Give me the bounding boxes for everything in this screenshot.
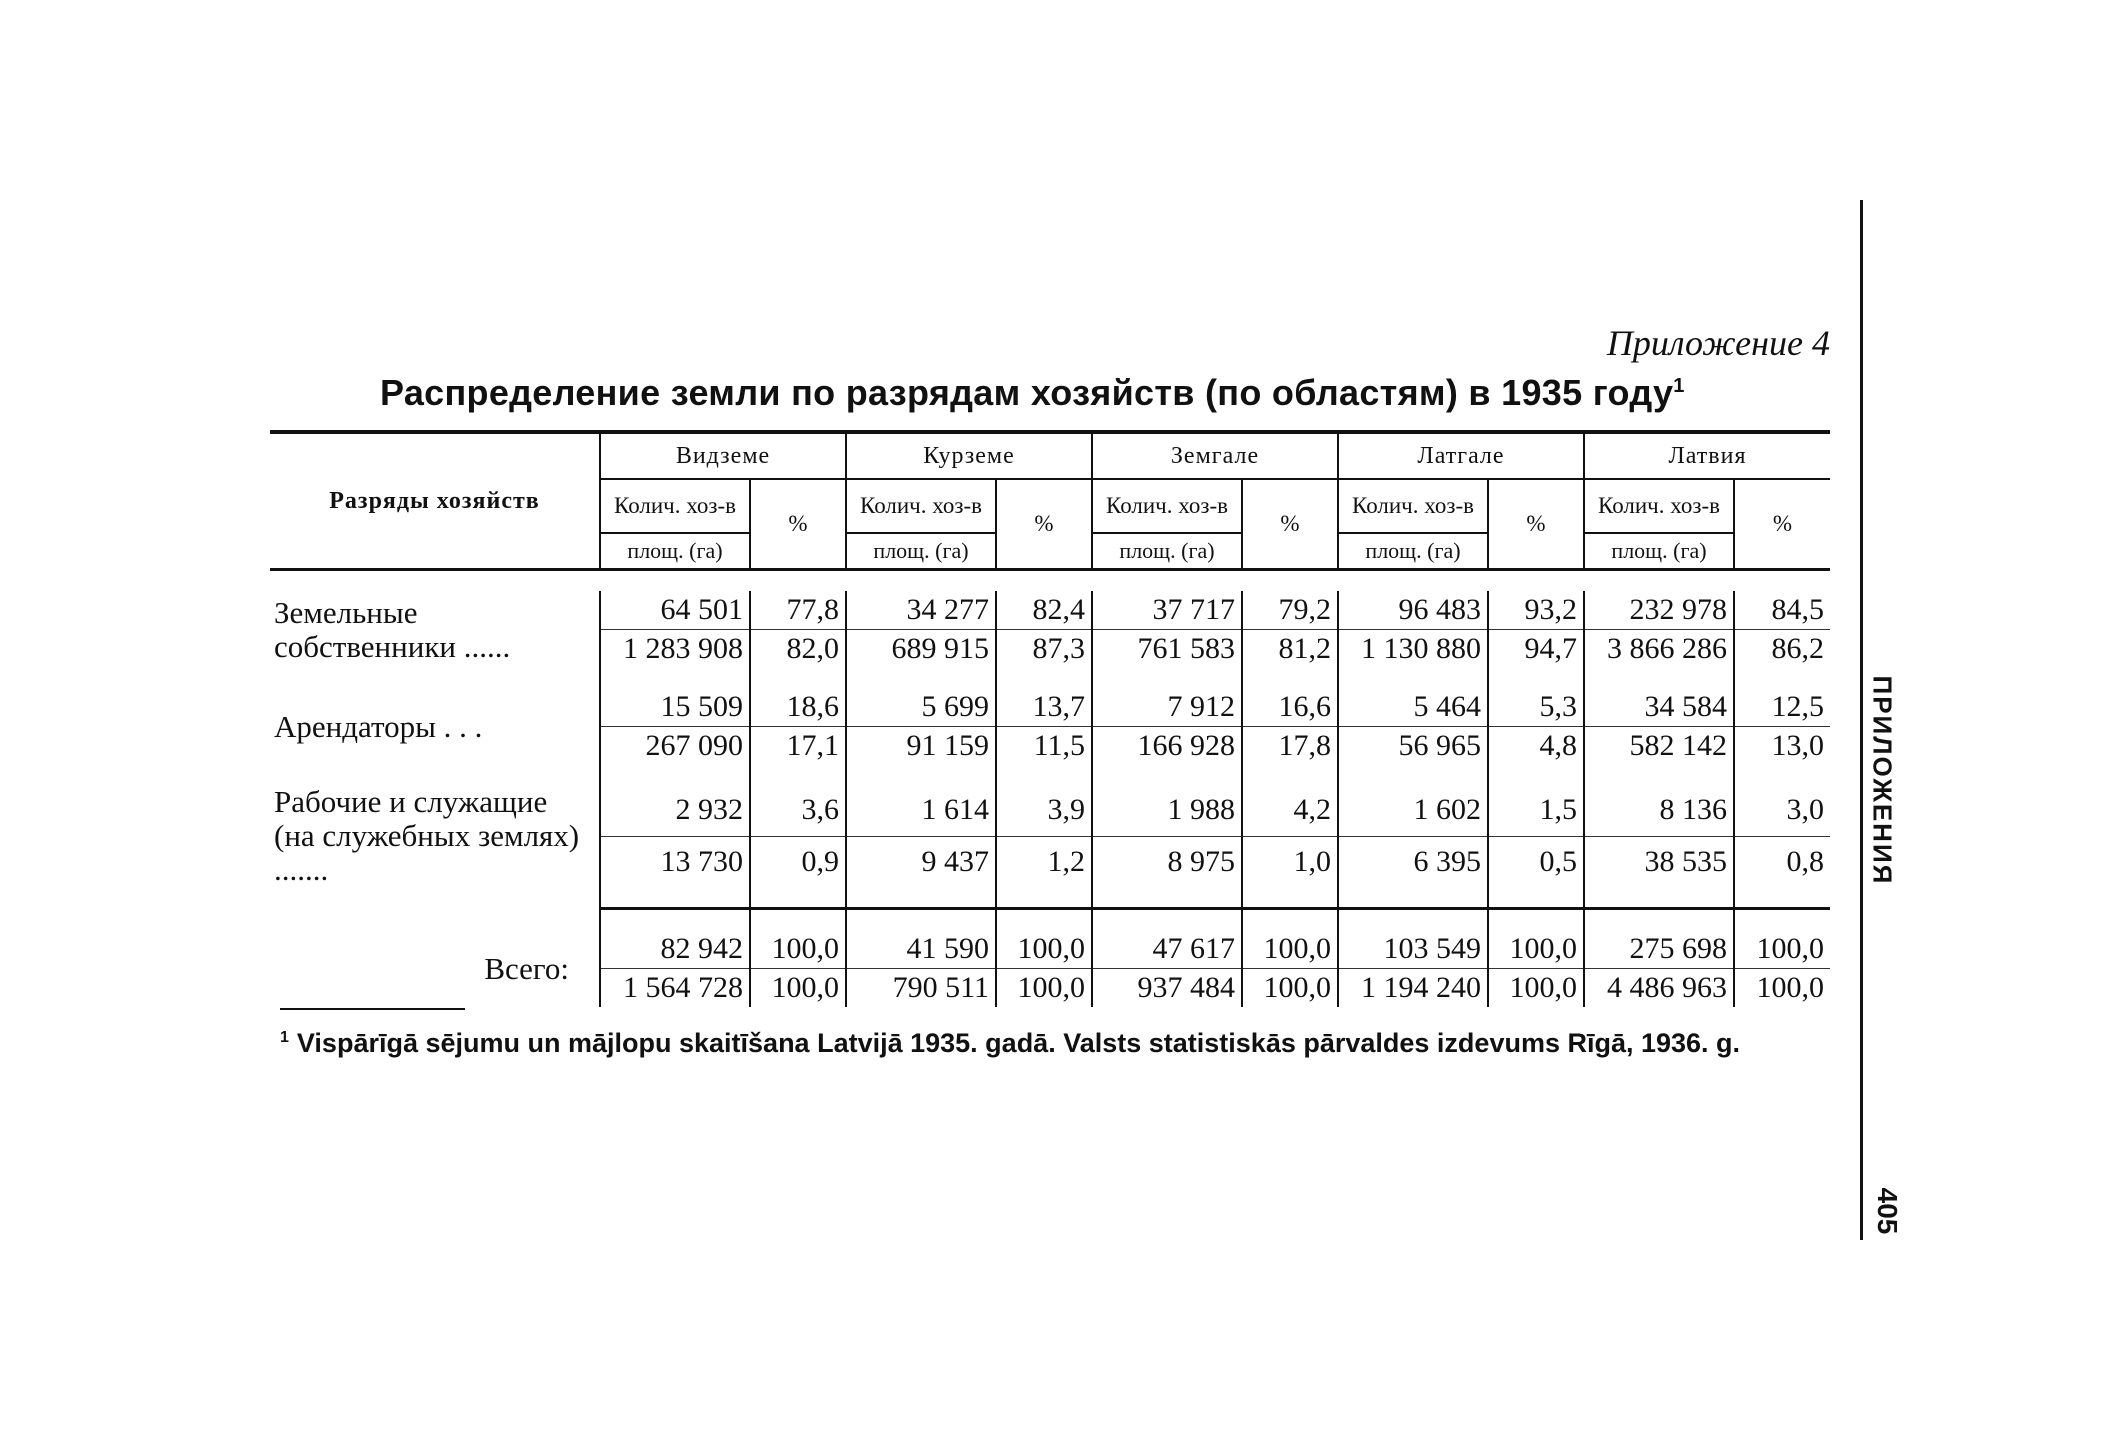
percent-cell: 94,7 bbox=[1488, 630, 1584, 669]
percent-cell: 3,0 bbox=[1734, 785, 1830, 836]
count-cell: 5 464 bbox=[1338, 688, 1488, 727]
percent-header: % bbox=[1488, 479, 1584, 570]
count-cell: 103 549 bbox=[1338, 930, 1488, 969]
percent-cell: 0,9 bbox=[750, 836, 846, 887]
count-cell: 64 501 bbox=[600, 591, 750, 630]
area-cell: 582 142 bbox=[1584, 727, 1734, 766]
area-cell: 790 511 bbox=[846, 969, 996, 1008]
appendix-label: Приложение 4 bbox=[1606, 323, 1830, 363]
area-cell: 761 583 bbox=[1092, 630, 1242, 669]
count-cell: 96 483 bbox=[1338, 591, 1488, 630]
title-footnote-mark: 1 bbox=[1673, 375, 1685, 397]
area-cell: 9 437 bbox=[846, 836, 996, 887]
area-cell: 3 866 286 bbox=[1584, 630, 1734, 669]
count-cell: 34 277 bbox=[846, 591, 996, 630]
area-cell: 6 395 bbox=[1338, 836, 1488, 887]
percent-cell: 82,4 bbox=[996, 591, 1092, 630]
percent-cell: 100,0 bbox=[750, 969, 846, 1008]
count-cell: 47 617 bbox=[1092, 930, 1242, 969]
area-cell: 91 159 bbox=[846, 727, 996, 766]
percent-cell: 13,0 bbox=[1734, 727, 1830, 766]
area-cell: 13 730 bbox=[600, 836, 750, 887]
percent-header: % bbox=[996, 479, 1092, 570]
margin-rule bbox=[1860, 200, 1863, 1240]
count-cell: 37 717 bbox=[1092, 591, 1242, 630]
percent-cell: 5,3 bbox=[1488, 688, 1584, 727]
percent-cell: 79,2 bbox=[1242, 591, 1338, 630]
table-row-workers-count bbox=[270, 785, 1830, 836]
percent-cell: 4,8 bbox=[1488, 727, 1584, 766]
area-header: площ. (га) bbox=[846, 533, 996, 570]
percent-cell: 0,5 bbox=[1488, 836, 1584, 887]
percent-cell: 82,0 bbox=[750, 630, 846, 669]
area-cell: 4 486 963 bbox=[1584, 969, 1734, 1008]
percent-cell: 16,6 bbox=[1242, 688, 1338, 727]
percent-cell: 1,5 bbox=[1488, 785, 1584, 836]
row-label-landowners: Земельные собственники ...... bbox=[274, 594, 511, 664]
count-cell: 5 699 bbox=[846, 688, 996, 727]
percent-cell: 100,0 bbox=[1242, 969, 1338, 1008]
total-label: Всего: bbox=[484, 950, 569, 986]
percent-cell: 87,3 bbox=[996, 630, 1092, 669]
area-cell: 56 965 bbox=[1338, 727, 1488, 766]
count-cell: 2 932 bbox=[600, 785, 750, 836]
count-cell: 232 978 bbox=[1584, 591, 1734, 630]
count-cell: 82 942 bbox=[600, 930, 750, 969]
area-cell: 937 484 bbox=[1092, 969, 1242, 1008]
count-cell: 275 698 bbox=[1584, 930, 1734, 969]
count-cell: 1 602 bbox=[1338, 785, 1488, 836]
percent-header: % bbox=[1734, 479, 1830, 570]
region-header: Латвия bbox=[1584, 434, 1830, 479]
area-cell: 1 130 880 bbox=[1338, 630, 1488, 669]
percent-cell: 0,8 bbox=[1734, 836, 1830, 887]
percent-cell: 12,5 bbox=[1734, 688, 1830, 727]
percent-cell: 100,0 bbox=[750, 930, 846, 969]
percent-cell: 13,7 bbox=[996, 688, 1092, 727]
percent-cell: 84,5 bbox=[1734, 591, 1830, 630]
area-header: площ. (га) bbox=[1092, 533, 1242, 570]
percent-cell: 3,6 bbox=[750, 785, 846, 836]
footnote-mark: 1 bbox=[280, 1029, 289, 1046]
percent-cell: 11,5 bbox=[996, 727, 1092, 766]
area-cell: 1 564 728 bbox=[600, 969, 750, 1008]
percent-header: % bbox=[750, 479, 846, 570]
percent-cell: 18,6 bbox=[750, 688, 846, 727]
table-title bbox=[380, 372, 1800, 414]
page-number: 405 bbox=[1872, 1187, 1903, 1235]
count-cell: 34 584 bbox=[1584, 688, 1734, 727]
region-header: Латгале bbox=[1338, 434, 1584, 479]
percent-cell: 1,2 bbox=[996, 836, 1092, 887]
count-header: Колич. хоз-в bbox=[846, 479, 996, 533]
count-cell: 15 509 bbox=[600, 688, 750, 727]
percent-cell: 17,1 bbox=[750, 727, 846, 766]
area-cell: 267 090 bbox=[600, 727, 750, 766]
area-cell: 689 915 bbox=[846, 630, 996, 669]
area-cell: 1 283 908 bbox=[600, 630, 750, 669]
row-header: Разряды хозяйств bbox=[329, 487, 540, 514]
title-text: Распределение земли по разрядам хозяйств (по областям) в 1935 году bbox=[380, 372, 1674, 413]
area-cell: 38 535 bbox=[1584, 836, 1734, 887]
count-cell: 8 136 bbox=[1584, 785, 1734, 836]
count-header: Колич. хоз-в bbox=[1338, 479, 1488, 533]
area-header: площ. (га) bbox=[1338, 533, 1488, 570]
percent-cell: 93,2 bbox=[1488, 591, 1584, 630]
percent-header: % bbox=[1242, 479, 1338, 570]
percent-cell: 17,8 bbox=[1242, 727, 1338, 766]
area-cell: 8 975 bbox=[1092, 836, 1242, 887]
count-cell: 7 912 bbox=[1092, 688, 1242, 727]
count-header: Колич. хоз-в bbox=[1092, 479, 1242, 533]
footnote bbox=[280, 1022, 1835, 1059]
count-header: Колич. хоз-в bbox=[600, 479, 750, 533]
percent-cell: 100,0 bbox=[1488, 930, 1584, 969]
percent-cell: 100,0 bbox=[1242, 930, 1338, 969]
percent-cell: 100,0 bbox=[996, 930, 1092, 969]
table-row-tenants-count bbox=[270, 688, 1830, 727]
count-cell: 1 614 bbox=[846, 785, 996, 836]
table-row-total-count bbox=[270, 930, 1830, 969]
footnote-divider bbox=[280, 1008, 465, 1010]
land-distribution-table bbox=[270, 430, 1830, 1007]
area-header: площ. (га) bbox=[1584, 533, 1734, 570]
percent-cell: 100,0 bbox=[1734, 930, 1830, 969]
running-head: ПРИЛОЖЕНИЯ bbox=[1867, 675, 1898, 886]
data-table bbox=[270, 430, 1830, 1007]
percent-cell: 1,0 bbox=[1242, 836, 1338, 887]
count-cell: 41 590 bbox=[846, 930, 996, 969]
region-header: Курземе bbox=[846, 434, 1092, 479]
area-cell: 166 928 bbox=[1092, 727, 1242, 766]
table-row-landowners-count bbox=[270, 591, 1830, 630]
percent-cell: 3,9 bbox=[996, 785, 1092, 836]
percent-cell: 100,0 bbox=[1734, 969, 1830, 1008]
percent-cell: 100,0 bbox=[1488, 969, 1584, 1008]
percent-cell: 77,8 bbox=[750, 591, 846, 630]
area-header: площ. (га) bbox=[600, 533, 750, 570]
percent-cell: 4,2 bbox=[1242, 785, 1338, 836]
percent-cell: 100,0 bbox=[996, 969, 1092, 1008]
percent-cell: 86,2 bbox=[1734, 630, 1830, 669]
row-label-workers: Рабочие и служащие (на служебных землях) ....... bbox=[274, 784, 580, 887]
count-header: Колич. хоз-в bbox=[1584, 479, 1734, 533]
count-cell: 1 988 bbox=[1092, 785, 1242, 836]
region-header-row bbox=[270, 434, 1830, 479]
region-header: Земгале bbox=[1092, 434, 1338, 479]
area-cell: 1 194 240 bbox=[1338, 969, 1488, 1008]
percent-cell: 81,2 bbox=[1242, 630, 1338, 669]
footnote-text: Vispārīgā sējumu un mājlopu skaitīšana Latvijā 1935. gadā. Valsts statistiskās pārvaldes izdevums Rīgā, 1936. g. bbox=[296, 1028, 1741, 1058]
row-label-tenants: Арендаторы . . . bbox=[274, 708, 483, 744]
region-header: Видземе bbox=[600, 434, 846, 479]
